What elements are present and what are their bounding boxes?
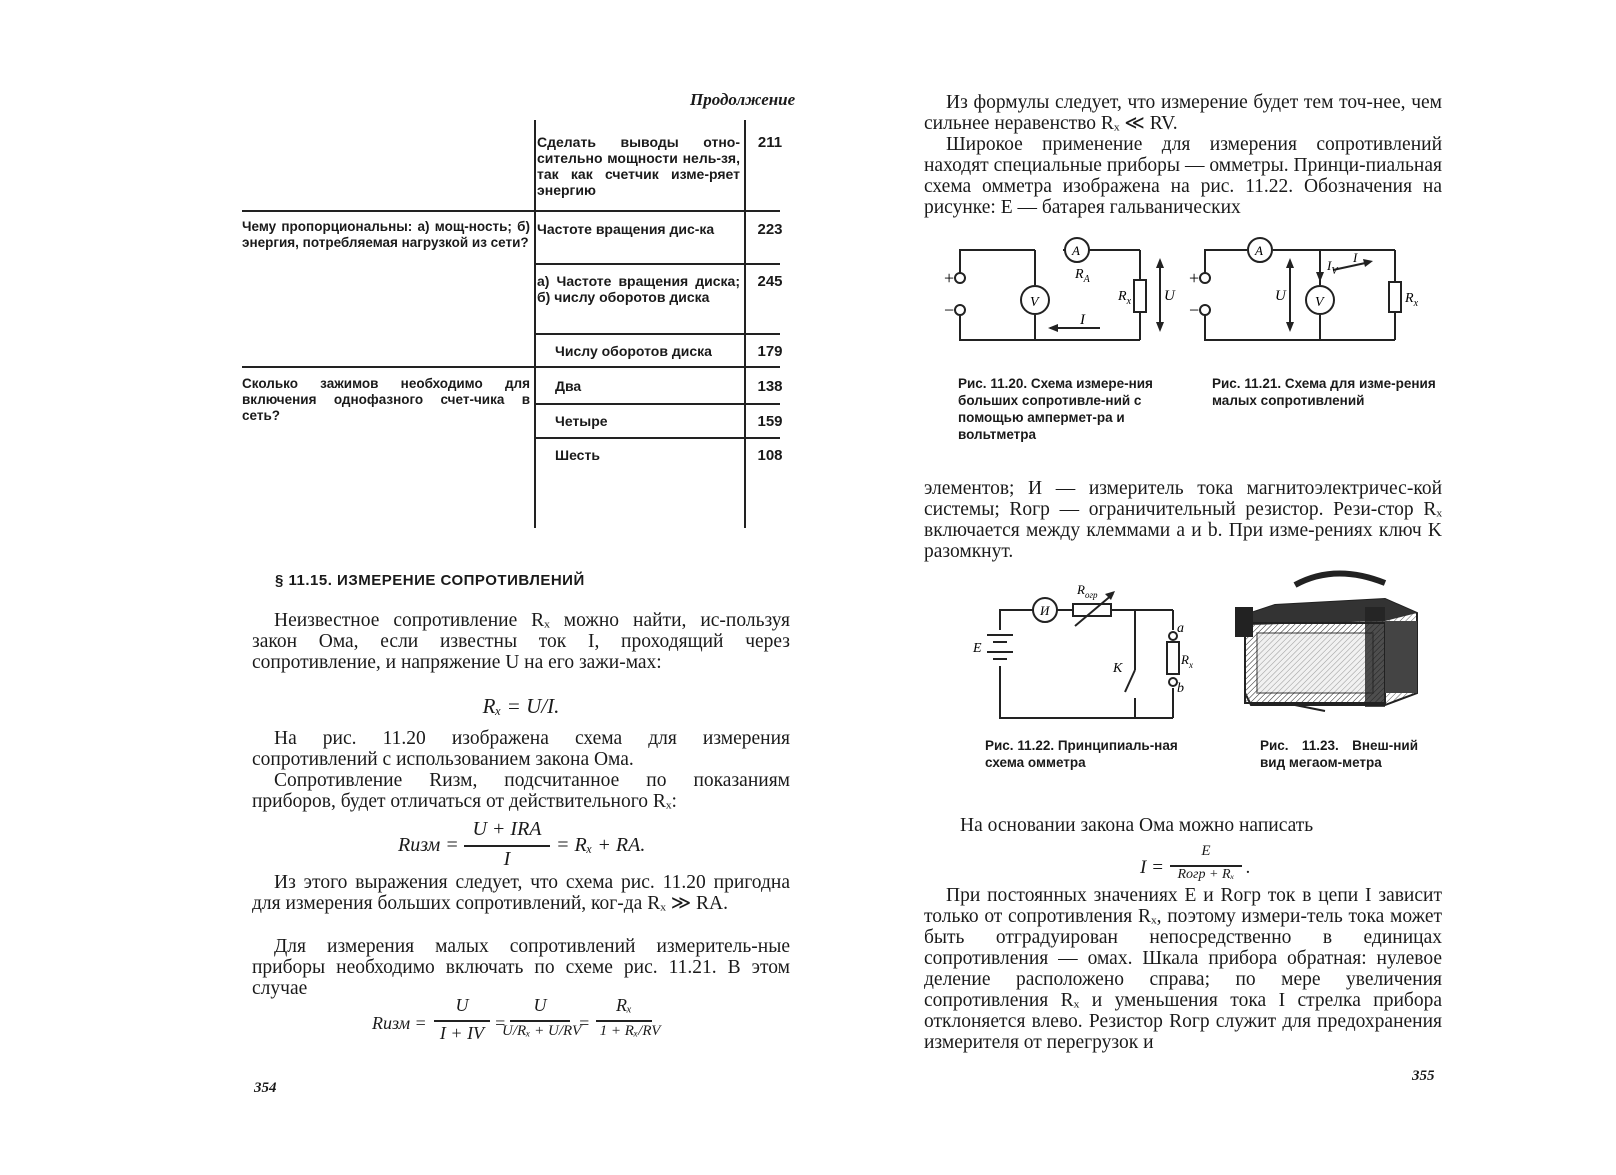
paragraph: При постоянных значениях E и Rогр ток в цепи I зависит только от сопротивления Rₓ, поэтому измери-тель тока может быть отградуирован непосредственно в единицах сопротивления — омах. Шкала прибора обратная: нулевое деление расположено справа; по мере увеличения сопротивления Rₓ и уменьшения тока I стрелка прибора отклоняется влево. Резистор Rогр служит для предохранения измерителя от перегрузок и	[924, 885, 1442, 1053]
svg-text:E: E	[973, 641, 982, 656]
continuation-label: Продолжение	[690, 90, 796, 109]
formula-den: I	[503, 848, 511, 870]
formula-lhs: Rизм =	[372, 1013, 427, 1033]
fraction-bar	[510, 1020, 570, 1022]
table-rule-question	[242, 210, 534, 212]
table-question: Сколько зажимов необходимо для включения однофазного счет-чика в сеть?	[242, 376, 530, 423]
formula-num: U	[533, 995, 547, 1015]
table-rule	[534, 210, 780, 212]
table-answer: а) Частоте вращения диска; б) числу оборотов диска	[537, 273, 740, 305]
terminal-icon	[1200, 273, 1210, 283]
paragraph: На рис. 11.20 изображена схема для измерения сопротивлений с использованием закона Ома.	[252, 728, 790, 770]
table-answer: Частоте вращения дис-ка	[537, 221, 715, 237]
svg-text:V: V	[1030, 295, 1039, 310]
equals: =	[578, 1013, 591, 1033]
svg-text:I: I	[1080, 312, 1085, 328]
paragraph: Неизвестное сопротивление Rₓ можно найти, ис-пользуя закон Ома, если известны ток I, проходящий через сопротивление, и напряжение U на его зажи-мах:	[252, 610, 790, 673]
formula-num: E	[1201, 843, 1211, 859]
formula-rizm-small	[372, 995, 672, 1065]
table-rule	[534, 333, 780, 335]
table-divider-left	[534, 120, 536, 528]
table-page-ref: 179	[757, 343, 783, 360]
svg-text:IV: $I_V$	[1327, 258, 1338, 277]
formula-num: U	[455, 995, 469, 1015]
svg-text:U: U	[1164, 288, 1175, 304]
svg-text:I: I	[1353, 250, 1358, 265]
formula-den: Rогр + Rₓ	[1177, 867, 1235, 882]
fraction-bar	[464, 845, 550, 847]
page-number-left: 354	[254, 1080, 277, 1096]
svg-text:K: K	[1113, 661, 1123, 676]
terminal-b-icon	[1169, 678, 1177, 686]
paragraph: На основании закона Ома можно написать	[960, 815, 1314, 836]
table-page-ref: 223	[757, 221, 783, 238]
svg-text:И: И	[1040, 603, 1050, 618]
paragraph: Для измерения малых сопротивлений измеритель-ные приборы необходимо включать по схеме рис. 11.21. В этом случае	[252, 936, 790, 999]
svg-text:Rx: $R_x$	[1181, 652, 1193, 670]
page-number-right: 355	[1412, 1068, 1435, 1084]
equals: =	[494, 1013, 507, 1033]
formula-num: Rₓ	[615, 995, 633, 1015]
svg-text:a: a	[1177, 621, 1184, 636]
terminal-icon	[955, 305, 965, 315]
svg-text:−: −	[944, 300, 955, 320]
svg-text:A: A	[1072, 243, 1080, 258]
paragraph: элементов; И — измеритель тока магнитоэлектричес-кой системы; Rогр — ограничительный резистор. Рези-стор Rₓ включается между клеммами a и b. При изме-рениях ключ K разомкнут.	[924, 478, 1442, 562]
formula-lhs: Rизм =	[398, 834, 459, 856]
svg-text:+: +	[1189, 268, 1200, 288]
section-title: § 11.15. ИЗМЕРЕНИЕ СОПРОТИВЛЕНИЙ	[275, 572, 585, 589]
svg-text:−: −	[1189, 300, 1200, 320]
table-page-ref: 138	[757, 378, 783, 395]
figure-11-23-caption: Рис. 11.23. Внеш-ний вид мегаом-метра	[1260, 738, 1418, 770]
svg-text:Rx: $R_x$	[1118, 289, 1132, 307]
figure-11-21-caption: Рис. 11.21. Схема для изме-рения малых сопротивлений	[1212, 376, 1436, 408]
paragraph: Из этого выражения следует, что схема рис. 11.20 пригодна для измерения больших сопротивлений, ког-да Rₓ ≫ RA.	[252, 872, 790, 914]
table-answer: Сделать выводы отно-сительно мощности нель-зя, так как счетчик изме-ряет энергию	[537, 134, 740, 198]
terminal-a-icon	[1169, 632, 1177, 640]
svg-text:Rогр: $R_{огр}$	[1077, 582, 1098, 600]
figure-11-20-caption: Рис. 11.20. Схема измере-ния больших сопротивле-ний с помощью ампермет-ра и вольтметра	[958, 376, 1153, 442]
figure-11-22-caption: Рис. 11.22. Принципиаль-ная схема омметра	[985, 738, 1178, 770]
svg-text:Rx: $R_x$	[1405, 291, 1419, 309]
table-divider-right	[744, 120, 746, 528]
table-rule	[534, 366, 780, 368]
svg-text:V: V	[1315, 295, 1324, 310]
table-rule	[534, 263, 780, 265]
terminal-icon	[955, 273, 965, 283]
fraction-bar	[434, 1020, 490, 1022]
formula-end: .	[1246, 857, 1251, 878]
table-answer: Четыре	[555, 413, 608, 429]
figure-11-20-circuit	[944, 240, 1180, 360]
table-page-ref: 108	[757, 447, 783, 464]
formula-num: U + IRA	[472, 818, 542, 840]
table-question: Чему пропорциональны: а) мощ-ность; б) энергия, потребляемая нагрузкой из сети?	[242, 219, 530, 250]
table-rule	[534, 403, 780, 405]
table-page-ref: 159	[757, 413, 783, 430]
fraction-bar	[596, 1020, 652, 1022]
figure-11-21-circuit	[1189, 240, 1435, 360]
svg-text:b: b	[1177, 681, 1184, 696]
formula-den: 1 + Rₓ/RV	[599, 1023, 661, 1039]
svg-text:+: +	[944, 268, 955, 288]
formula-rhs: = Rₓ + RA.	[556, 834, 646, 856]
paragraph: Из формулы следует, что измерение будет тем точ-нее, чем сильнее неравенство Rₓ ≪ RV.	[924, 92, 1442, 134]
table-page-ref: 245	[757, 273, 783, 290]
svg-text:U: U	[1275, 288, 1286, 304]
table-page-ref: 211	[757, 134, 783, 151]
formula: Rₓ = U/I.	[482, 694, 560, 718]
table-answer: Два	[555, 378, 582, 394]
paragraph: Широкое применение для измерения сопротивлений находят специальные приборы — омметры. Принци-пиальная схема омметра изображена на рис. 11.22. Обозначения на рисунке: E — батарея гальванических	[924, 134, 1442, 218]
svg-text:A: A	[1255, 243, 1263, 258]
table-rule-question	[242, 366, 534, 368]
figure-11-22-ohmmeter-circuit	[965, 580, 1193, 730]
paragraph: Сопротивление Rизм, подсчитанное по показаниям приборов, будет отличаться от действительного Rₓ:	[252, 770, 790, 812]
formula-den: I + IV	[439, 1023, 485, 1043]
table-answer: Шесть	[555, 447, 600, 463]
formula-lhs: I =	[1140, 857, 1164, 878]
svg-text:RA: $R_A$	[1075, 267, 1090, 285]
table-answer: Числу оборотов диска	[555, 343, 712, 359]
formula-den: U/Rₓ + U/RV	[502, 1023, 582, 1039]
table-rule	[534, 437, 780, 439]
figure-11-23-megohmmeter-image	[1235, 565, 1435, 715]
terminal-icon	[1200, 305, 1210, 315]
